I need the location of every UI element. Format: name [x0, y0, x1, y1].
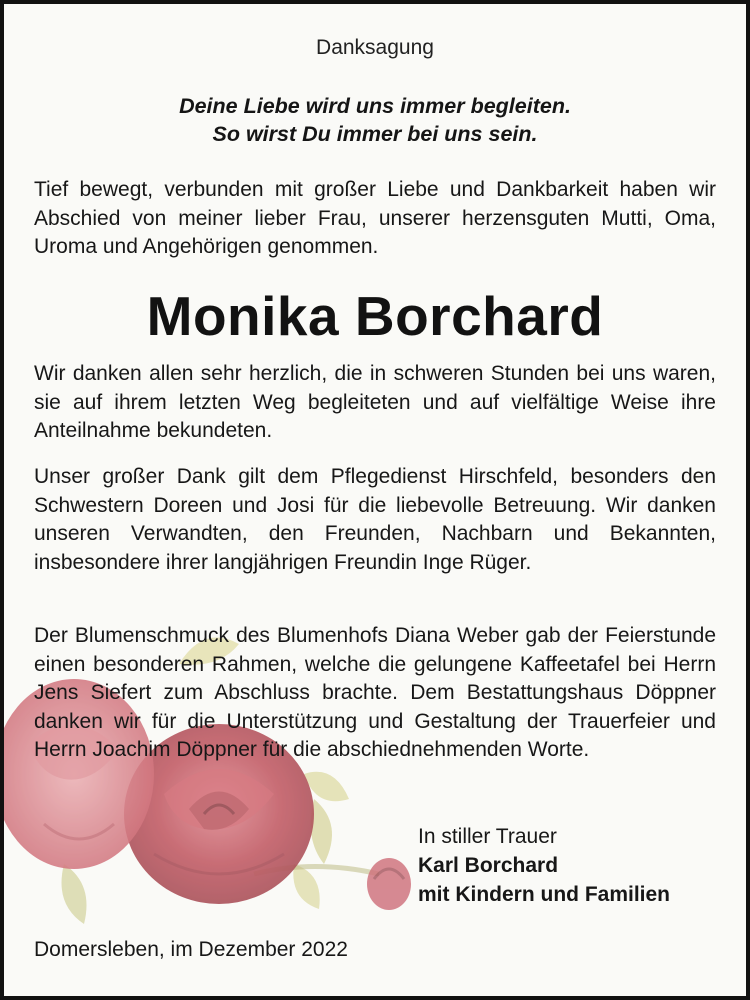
signoff-line: In stiller Trauer	[418, 825, 557, 848]
thanks-paragraph: Unser großer Dank gilt dem Pflegedienst Hirschfeld, besonders den Schwestern Doreen und Josi für die liebevolle Betreuung. Wir danken unseren Verwandten, den Freunden, Nachbarn und Bekannten, insbesondere ihrer langjährigen Freundin Inge Rüger.	[34, 465, 716, 574]
notice-heading: Danksagung	[316, 36, 434, 59]
thanks-paragraph: Wir danken allen sehr herzlich, die in schweren Stunden bei uns waren, sie auf ihrem letzten Weg begleiteten und auf vielfältige Weise ihre Anteilnahme bekundeten.	[34, 362, 716, 442]
deceased-name: Monika Borchard	[146, 285, 604, 347]
intro-paragraph: Tief bewegt, verbunden mit großer Liebe und Dankbarkeit haben wir Abschied von meiner lieber Frau, unserer herzensguten Mutti, Oma, Uroma und Angehörigen genommen.	[34, 178, 716, 258]
motto-quote	[4, 92, 746, 148]
mourner-name: Karl Borchard	[418, 854, 559, 877]
mourner-family: mit Kindern und Familien	[418, 883, 671, 906]
signoff-block	[418, 822, 738, 909]
motto-line: So wirst Du immer bei uns sein.	[212, 122, 538, 146]
thanks-paragraph: Der Blumenschmuck des Blumenhofs Diana Weber gab der Feierstunde einen besonderen Rahmen, welche die gelungene Kaffeetafel bei Herrn Jens Siefert zum Abschluss brachte. Dem Bestattungshaus Döppner danken wir für die Unterstützung und Gestaltung der Trauerfeier und Herrn Joachim Döppner für die abschiednehmenden Worte.	[34, 624, 716, 761]
place-date: Domersleben, im Dezember 2022	[34, 938, 348, 961]
motto-line: Deine Liebe wird uns immer begleiten.	[179, 94, 571, 118]
